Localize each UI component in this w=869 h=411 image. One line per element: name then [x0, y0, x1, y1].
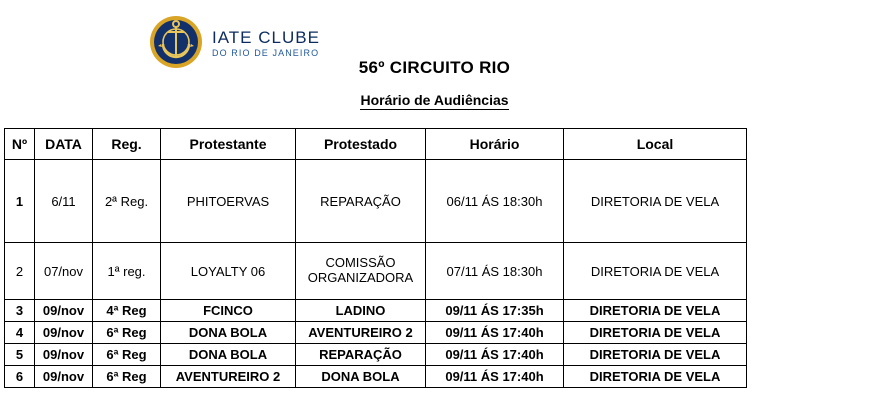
cell-data: 07/nov	[35, 243, 93, 300]
cell-reg: 6ª Reg	[93, 322, 161, 344]
cell-protestante: DONA BOLA	[161, 322, 296, 344]
cell-protestado: AVENTUREIRO 2	[296, 322, 426, 344]
cell-local: DIRETORIA DE VELA	[564, 243, 747, 300]
cell-numero: 5	[5, 344, 35, 366]
column-header-reg: Reg.	[93, 129, 161, 160]
page-subtitle	[0, 92, 869, 108]
column-header-data: DATA	[35, 129, 93, 160]
cell-local: DIRETORIA DE VELA	[564, 300, 747, 322]
column-header-horario: Horário	[426, 129, 564, 160]
cell-horario: 07/11 ÁS 18:30h	[426, 243, 564, 300]
cell-numero: 1	[5, 160, 35, 243]
cell-numero: 4	[5, 322, 35, 344]
cell-protestado: REPARAÇÃO	[296, 344, 426, 366]
cell-reg: 6ª Reg	[93, 344, 161, 366]
cell-data: 09/nov	[35, 366, 93, 388]
cell-local: DIRETORIA DE VELA	[564, 322, 747, 344]
table-row	[5, 243, 747, 300]
page-title: 56º CIRCUITO RIO	[358, 58, 511, 77]
cell-data: 09/nov	[35, 322, 93, 344]
cell-horario: 09/11 ÁS 17:40h	[426, 322, 564, 344]
cell-protestante: DONA BOLA	[161, 344, 296, 366]
cell-horario: 06/11 ÁS 18:30h	[426, 160, 564, 243]
table-row	[5, 300, 747, 322]
document-header	[0, 0, 869, 128]
cell-local: DIRETORIA DE VELA	[564, 160, 747, 243]
cell-local: DIRETORIA DE VELA	[564, 344, 747, 366]
table-row	[5, 344, 747, 366]
cell-protestante: FCINCO	[161, 300, 296, 322]
cell-horario: 09/11 ÁS 17:40h	[426, 344, 564, 366]
cell-horario: 09/11 ÁS 17:35h	[426, 300, 564, 322]
table-row	[5, 366, 747, 388]
cell-protestado: REPARAÇÃO	[296, 160, 426, 243]
column-header-protestado: Protestado	[296, 129, 426, 160]
cell-reg: 1ª reg.	[93, 243, 161, 300]
column-header-numero: Nº	[5, 129, 35, 160]
cell-protestado	[296, 243, 426, 300]
club-name: IATE CLUBE	[212, 28, 320, 48]
cell-protestante: LOYALTY 06	[161, 243, 296, 300]
cell-protestante: AVENTUREIRO 2	[161, 366, 296, 388]
cell-reg: 4ª Reg	[93, 300, 161, 322]
column-header-local: Local	[564, 129, 747, 160]
cell-reg: 6ª Reg	[93, 366, 161, 388]
column-header-protestante: Protestante	[161, 129, 296, 160]
cell-protestado: LADINO	[296, 300, 426, 322]
page-subtitle-text: Horário de Audiências	[360, 92, 509, 108]
cell-data: 09/nov	[35, 300, 93, 322]
cell-reg: 2ª Reg.	[93, 160, 161, 243]
cell-numero: 6	[5, 366, 35, 388]
club-location: DO RIO DE JANEIRO	[212, 48, 320, 59]
cell-horario: 09/11 ÁS 17:40h	[426, 366, 564, 388]
cell-protestante: PHITOERVAS	[161, 160, 296, 243]
table-header-row	[5, 129, 747, 160]
table-row	[5, 160, 747, 243]
cell-local: DIRETORIA DE VELA	[564, 366, 747, 388]
cell-protestado: DONA BOLA	[296, 366, 426, 388]
table-row	[5, 322, 747, 344]
cell-data: 09/nov	[35, 344, 93, 366]
cell-protestado-line2: ORGANIZADORA	[307, 270, 414, 285]
cell-data: 6/11	[35, 160, 93, 243]
hearing-schedule-table	[4, 128, 747, 388]
cell-numero: 3	[5, 300, 35, 322]
cell-protestado-line1: COMISSÃO	[325, 255, 396, 271]
cell-numero: 2	[5, 243, 35, 300]
club-logo-text	[212, 25, 320, 58]
